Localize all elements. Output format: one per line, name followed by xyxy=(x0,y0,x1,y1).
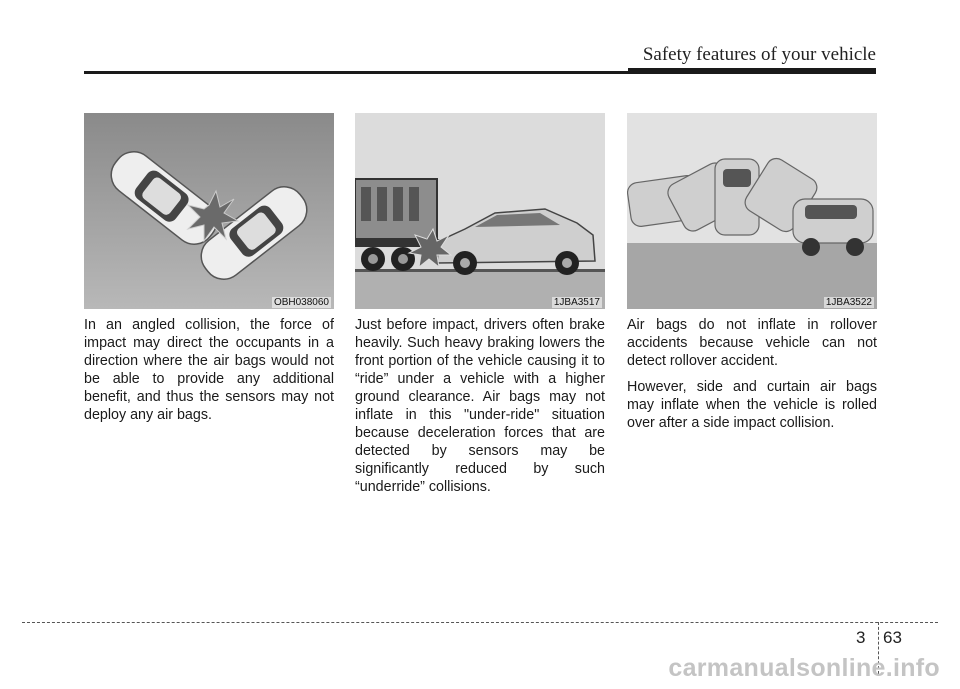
figure-code: 1JBA3517 xyxy=(553,297,600,308)
column-rollover xyxy=(627,113,877,432)
page-number: 63 xyxy=(883,628,902,647)
column-underride xyxy=(355,113,605,496)
paragraph: In an angled collision, the force of impact may direct the occupants in a direction where the air bags would not be able to provide any additional benefit, and thus the sensors may not deploy any air bags. xyxy=(84,317,334,423)
header-rule-accent xyxy=(628,68,876,73)
paragraph: However, side and curtain air bags may inflate when the vehicle is rolled over after a side impact collision. xyxy=(627,379,877,431)
watermark: carmanualsonline.info xyxy=(668,654,940,682)
figure-underride xyxy=(355,113,605,309)
figure-angled-collision xyxy=(84,113,334,309)
underride-illustration xyxy=(355,113,605,309)
paragraph: Just before impact, drivers often brake heavily. Such heavy braking lowers the front portion of the vehicle causing it to “ride” under a vehicle with a higher ground clearance. Air bags may not inflate in this "under-ride" situation because deceleration forces that are detected by sensors may be significantly reduced by such “underride” collisions. xyxy=(355,317,605,495)
footer-rule xyxy=(22,622,938,623)
angled-collision-illustration xyxy=(84,113,334,309)
paragraph: Air bags do not inflate in rollover accidents because vehicle can not detect rollover accident. xyxy=(627,317,877,369)
figure-rollover xyxy=(627,113,877,309)
chapter-number: 3 xyxy=(856,628,866,647)
figure-code: 1JBA3522 xyxy=(825,297,872,308)
column-angled-collision xyxy=(84,113,334,424)
figure-code: OBH038060 xyxy=(273,297,329,308)
rollover-illustration xyxy=(627,113,877,309)
header-title: Safety features of your vehicle xyxy=(642,44,876,65)
